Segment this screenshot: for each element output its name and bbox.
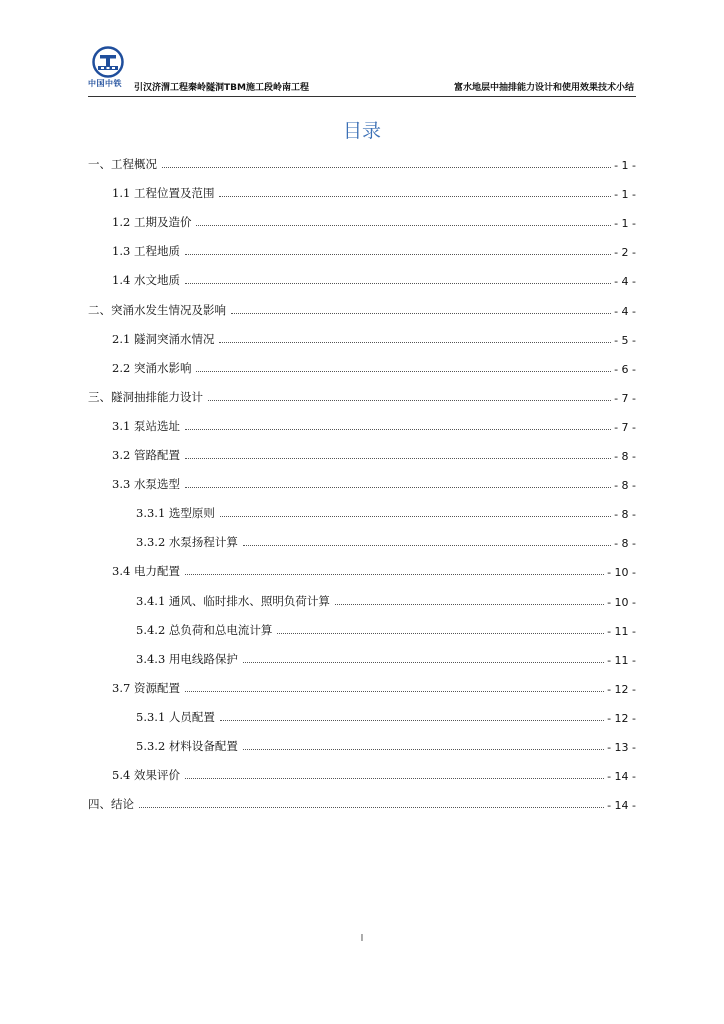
toc-dot-leader (243, 661, 604, 663)
toc-dot-leader (185, 282, 611, 284)
toc-entry-label: 二、突涌水发生情况及影响 (88, 302, 226, 317)
toc-entry[interactable] (136, 501, 636, 521)
toc-entry[interactable] (112, 268, 636, 288)
toc-entry-label: 1.3 工程地质 (112, 244, 180, 259)
toc-dot-leader (185, 573, 604, 575)
toc-entry[interactable] (112, 443, 636, 463)
toc-entry-page: - 8 - (614, 479, 636, 493)
toc-entry-page: - 12 - (607, 711, 636, 725)
toc-entry[interactable] (136, 705, 636, 725)
toc-entry-page: - 1 - (614, 188, 636, 202)
toc-entry-label: 1.4 水文地质 (112, 273, 180, 288)
toc-dot-leader (196, 224, 611, 226)
toc-entry-page: - 14 - (607, 799, 636, 813)
toc-dot-leader (220, 515, 611, 517)
toc-entry-label: 3.2 管路配置 (112, 448, 180, 462)
toc-dot-leader (208, 399, 611, 401)
toc-entry-label: 5.3.2 材料设备配置 (136, 739, 238, 753)
page-number: I (360, 933, 364, 944)
toc-entry[interactable] (88, 385, 636, 405)
toc-entry-page: - 8 - (614, 450, 636, 463)
toc-entry-label: 3.3.2 水泵扬程计算 (136, 535, 238, 550)
toc-entry[interactable] (112, 559, 636, 579)
toc-entry-label: 3.4.1 通风、临时排水、照明负荷计算 (136, 593, 330, 608)
toc-entry[interactable] (136, 618, 636, 638)
toc-entry[interactable] (88, 792, 636, 812)
toc-entry[interactable] (112, 239, 636, 259)
toc-entry-page: - 5 - (614, 333, 636, 347)
toc-entry[interactable] (112, 763, 636, 783)
toc-dot-leader (243, 544, 611, 546)
toc-entry-label: 3.1 泵站选址 (112, 418, 180, 433)
toc-entry-label: 1.2 工期及造价 (112, 215, 192, 230)
toc-dot-leader (335, 603, 604, 605)
toc-entry-label: 四、结论 (88, 797, 134, 812)
toc-title: 目录 (342, 120, 381, 142)
toc-entry-page: - 7 - (614, 391, 636, 405)
toc-entry[interactable] (136, 647, 636, 667)
toc-entry-label: 3.3.1 选型原则 (136, 506, 215, 521)
toc-entry-page: - 4 - (614, 304, 636, 318)
toc-entry[interactable] (136, 530, 636, 550)
toc-entry-label: 1.1 工程位置及范围 (112, 186, 215, 201)
toc-dot-leader (162, 166, 611, 168)
toc-entry-page: - 11 - (607, 653, 636, 667)
toc-entry-label: 3.4.3 用电线路保护 (136, 651, 238, 666)
toc-entry-label: 5.3.1 人员配置 (136, 709, 215, 724)
toc-entry-label: 2.2 突涌水影响 (112, 360, 192, 375)
toc-entry[interactable] (112, 327, 636, 347)
toc-dot-leader (185, 428, 611, 430)
toc-dot-leader (196, 370, 611, 372)
toc-entry-label: 2.1 隧洞突涌水情况 (112, 331, 215, 346)
toc-entry-page: - 8 - (614, 537, 636, 551)
toc-entry-label: 3.3 水泵选型 (112, 477, 180, 492)
header-document-title: 富水地层中抽排能力设计和使用效果技术小结 (453, 83, 634, 93)
toc-dot-leader (185, 457, 611, 459)
toc-entry[interactable] (112, 181, 636, 201)
toc-dot-leader (220, 719, 604, 721)
toc-entry-page: - 10 - (607, 566, 636, 580)
toc-entry-page: - 11 - (607, 624, 636, 638)
toc-entry[interactable] (88, 152, 636, 172)
toc-entry-page: - 4 - (614, 275, 636, 289)
toc-dot-leader (243, 748, 604, 750)
toc-entry-label: 一、工程概况 (88, 157, 157, 171)
logo-text: 中国中铁 (88, 79, 122, 88)
toc-entry-page: - 1 - (614, 159, 636, 172)
toc-entry-page: - 13 - (607, 741, 636, 754)
toc-dot-leader (185, 486, 611, 488)
toc-entry-page: - 1 - (614, 217, 636, 231)
toc-entry-page: - 10 - (607, 595, 636, 609)
toc-entry-page: - 6 - (614, 362, 636, 376)
toc-entry-label: 5.4 效果评价 (112, 768, 180, 783)
toc-entry[interactable] (112, 356, 636, 376)
toc-entry-page: - 12 - (607, 682, 636, 696)
toc-entry[interactable] (112, 472, 636, 492)
toc-entry[interactable] (136, 589, 636, 609)
toc-entry-page: - 7 - (614, 420, 636, 434)
toc-dot-leader (139, 806, 604, 808)
toc-dot-leader (219, 195, 611, 197)
toc-dot-leader (277, 632, 604, 634)
toc-entry-label: 5.4.2 总负荷和总电流计算 (136, 622, 273, 637)
toc-entry[interactable] (112, 210, 636, 230)
toc-entry[interactable] (88, 298, 636, 318)
toc-entry[interactable] (112, 676, 636, 696)
toc-dot-leader (231, 312, 611, 314)
toc-dot-leader (219, 341, 611, 343)
toc-dot-leader (185, 690, 604, 692)
page-header (88, 40, 636, 97)
toc-entry-page: - 8 - (614, 508, 636, 522)
toc-entry-page: - 14 - (607, 770, 636, 784)
toc-entry-label: 3.4 电力配置 (112, 564, 180, 579)
toc-entry[interactable] (136, 734, 636, 754)
toc-entry[interactable] (112, 414, 636, 434)
toc-entry-page: - 2 - (614, 246, 636, 260)
toc-entry-label: 3.7 资源配置 (112, 680, 180, 695)
toc-entry-label: 三、隧洞抽排能力设计 (88, 389, 203, 404)
header-project-title: 引汉济渭工程秦岭隧洞TBM施工段岭南工程 (134, 83, 309, 93)
toc-dot-leader (185, 777, 604, 779)
company-logo-icon (92, 46, 124, 78)
toc-dot-leader (185, 253, 611, 255)
